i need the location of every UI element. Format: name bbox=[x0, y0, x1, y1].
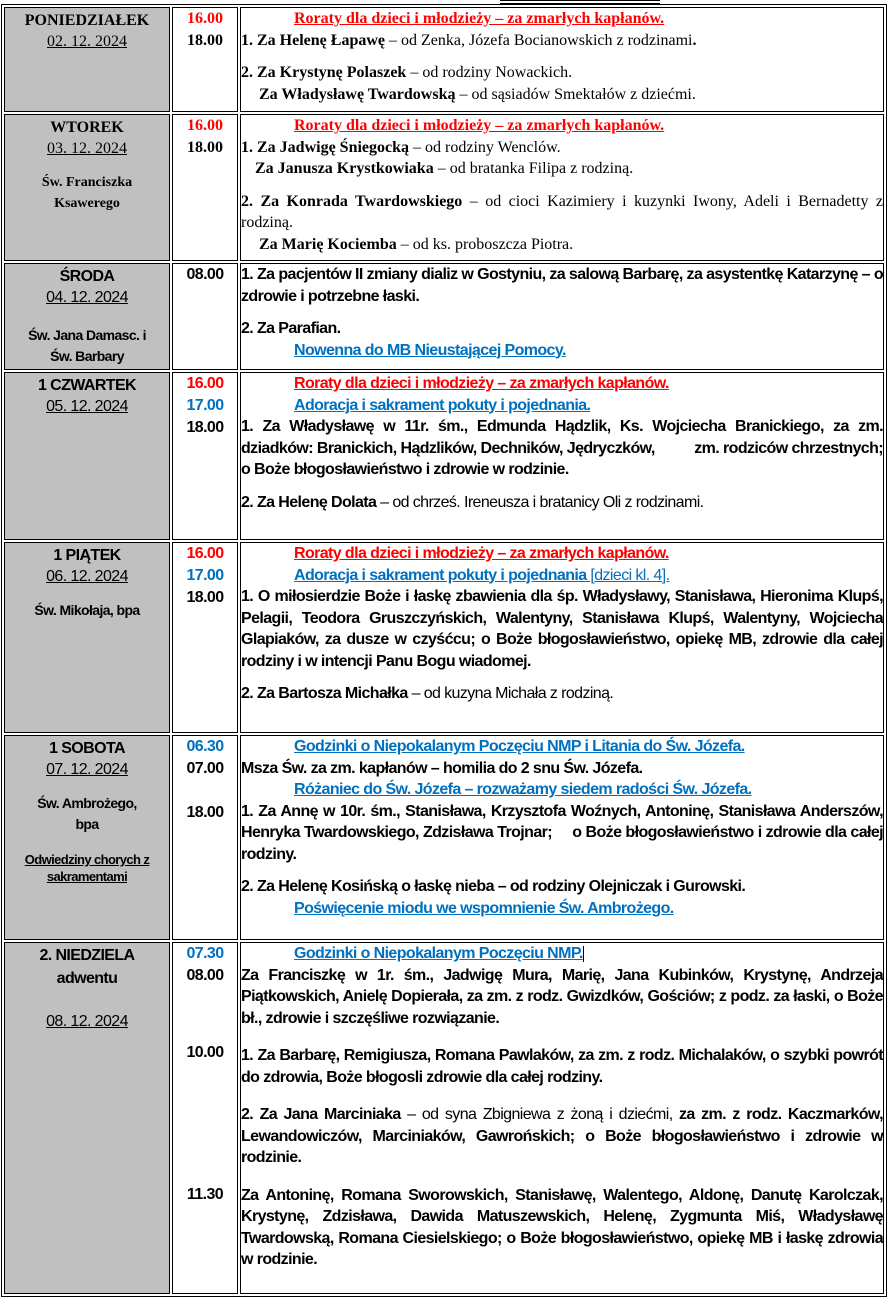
intentions-cell bbox=[240, 263, 884, 370]
day-cell bbox=[4, 735, 170, 940]
devotion-link[interactable]: Godzinki o Niepokalanym Poczęciu NMP. bbox=[294, 945, 583, 962]
time-rorate: 16.00 bbox=[187, 10, 223, 27]
time-devotion: 06.30 bbox=[186, 738, 224, 755]
day-date: 06. 12. 2024 bbox=[46, 568, 128, 585]
intentions-cell bbox=[240, 542, 884, 733]
time-mass: 08.00 bbox=[186, 967, 224, 984]
day-name: PONIEDZIAŁEK bbox=[24, 12, 150, 29]
intention: 1. O miłosierdzie Boże i łaskę zbawienia dla śp. Władysławy, Stanisława, Hieronima Klupś, Pelagii, Teodora Gruszczyńskich, Walentyny, Stanisława Klupś, Walentyny, Wojciecha Glapiaków, za dusze w czyśćcu; o Boże błogosławieństwo, opiekę MB, zdrowie dla całej rodziny i w intencji Panu Bogu wiadomej. bbox=[241, 588, 883, 670]
time-cell bbox=[172, 7, 238, 112]
day-row-saturday bbox=[4, 735, 884, 940]
time-cell bbox=[172, 542, 238, 733]
day-name: ŚRODA bbox=[59, 268, 115, 285]
day-date: 05. 12. 2024 bbox=[46, 398, 128, 415]
rorate-link[interactable]: Roraty dla dzieci i młodzieży – za zmarłych kapłanów. bbox=[294, 117, 665, 134]
time-cell bbox=[172, 942, 238, 1294]
day-name: WTOREK bbox=[50, 119, 124, 136]
time-adoration: 17.00 bbox=[186, 397, 224, 414]
time-mass: 18.00 bbox=[186, 589, 224, 606]
saint-name: Św. Mikołaja, bpa bbox=[34, 602, 140, 618]
intention: 2. Za Helenę Kosińską o łaskę nieba – od rodziny Olejniczak i Gurowski. bbox=[241, 878, 746, 895]
day-name: 1 PIĄTEK bbox=[53, 547, 121, 564]
day-cell bbox=[4, 263, 170, 370]
day-name: 1 CZWARTEK bbox=[37, 377, 136, 394]
intention: Za Antoninę, Romana Sworowskich, Stanisławę, Walentego, Aldonę, Danutę Karolczak, Krystynę, Zdzisława, Dawida Matuszewskich, Helenę, Zygmunta Miś, Władysławę Twardowską, Romana Ciesielskiego; o Boże błogosławieństwo, opiekę MB i łaskę zdrowia w rodzinie. bbox=[241, 1186, 883, 1268]
intention: 1. Za Jadwigę Śniegocką – od rodziny Wenclów. bbox=[241, 138, 561, 156]
day-row-thursday bbox=[4, 372, 884, 540]
day-cell bbox=[4, 942, 170, 1294]
day-row-wednesday bbox=[4, 263, 884, 370]
time-mass: 18.00 bbox=[186, 419, 224, 436]
devotion-link[interactable]: Różaniec do Św. Józefa – rozważamy siedem radości Św. Józefa. bbox=[294, 781, 752, 798]
time-mass: 07.00 bbox=[186, 760, 224, 777]
day-name-sub: adwentu bbox=[56, 970, 118, 987]
devotion-link[interactable]: Adoracja i sakrament pokuty i pojednania [dzieci kl. 4]. bbox=[294, 566, 670, 584]
mass-schedule-table bbox=[1, 4, 887, 1297]
devotion-link[interactable]: Godzinki o Niepokalanym Poczęciu NMP i Litania do Św. Józefa. bbox=[294, 738, 745, 755]
time-mass: 10.00 bbox=[186, 1044, 224, 1061]
sick-visits-note: Odwiedziny chorych z sakramentami bbox=[24, 852, 150, 884]
day-cell bbox=[4, 542, 170, 733]
day-row-sunday bbox=[4, 942, 884, 1294]
time-mass: 08.00 bbox=[186, 266, 224, 283]
day-date: 04. 12. 2024 bbox=[46, 289, 128, 306]
intention: Za Marię Kociemba – od ks. proboszcza Piotra. bbox=[259, 235, 574, 253]
day-cell bbox=[4, 114, 170, 261]
time-mass: 18.00 bbox=[187, 32, 223, 49]
intention: 2. Za Jana Marciniaka – od syna Zbigniewa z żoną i dziećmi, za zm. z rodz. Kaczmarków, Lewandowiczów, Marciniaków, Gawrońskich; o Boże błogosławieństwo i zdrowie w rodzinie. bbox=[241, 1106, 883, 1166]
intentions-cell bbox=[240, 114, 884, 261]
intentions-cell bbox=[240, 942, 884, 1294]
rorate-link[interactable]: Roraty dla dzieci i młodzieży – za zmarłych kapłanów. bbox=[294, 545, 669, 562]
intention: 1. Za Helenę Łapawę – od Zenka, Józefa Bocianowskich z rodzinami. bbox=[241, 31, 697, 49]
day-date: 07. 12. 2024 bbox=[46, 761, 128, 778]
intention: Za Władysławę Twardowską – od sąsiadów Smektałów z dziećmi. bbox=[259, 85, 696, 103]
devotion-note: [dzieci kl. 4]. bbox=[586, 566, 670, 584]
saint-name: Św. Ambrożego, bpa bbox=[37, 795, 137, 832]
mass-note: Msza Św. za zm. kapłanów – homilia do 2 snu Św. Józefa. bbox=[241, 759, 643, 777]
text-cursor bbox=[583, 946, 584, 962]
saint-name: Św. Jana Damasc. i Św. Barbary bbox=[28, 327, 146, 364]
devotion-link[interactable]: Nowenna do MB Nieustającej Pomocy. bbox=[294, 341, 566, 359]
day-date: 03. 12. 2024 bbox=[47, 140, 127, 157]
intention: 2. Za Konrada Twardowskiego – od cioci Kazimiery i kuzynki Iwony, Adeli i Bernadetty z rodziną. bbox=[241, 192, 883, 231]
day-row-tuesday bbox=[4, 114, 884, 261]
devotion-link[interactable]: Poświęcenie miodu we wspomnienie Św. Ambrożego. bbox=[294, 899, 674, 917]
intention: 1. Za Barbarę, Remigiusza, Romana Pawlaków, za zm. z rodz. Michalaków, o szybki powrót do zdrowia, Boże błogosli zdrowie dla całej rodziny. bbox=[241, 1047, 883, 1086]
time-adoration: 17.00 bbox=[186, 567, 224, 584]
time-cell bbox=[172, 372, 238, 540]
time-mass: 11.30 bbox=[186, 1186, 224, 1203]
intention: Za Franciszkę w 1r. śm., Jadwigę Mura, Marię, Jana Kubinków, Krystynę, Andrzeja Piątkowskich, Anielę Dopierała, za zm. z rodz. Gwizdków, Gościów; z podz. za łaski, o Boże bł., zdrowie i szczęśliwe rozwiązanie. bbox=[241, 966, 883, 1027]
time-rorate: 16.00 bbox=[186, 545, 224, 562]
day-date: 02. 12. 2024 bbox=[47, 33, 127, 50]
time-cell bbox=[172, 114, 238, 261]
time-mass: 18.00 bbox=[186, 804, 224, 821]
intentions-cell bbox=[240, 7, 884, 112]
intention: 2. Za Helenę Dolata – od chrześ. Ireneusza i bratanicy Oli z rodzinami. bbox=[241, 493, 704, 511]
time-cell bbox=[172, 263, 238, 370]
time-mass: 18.00 bbox=[187, 139, 223, 156]
day-name: 1 SOBOTA bbox=[49, 740, 125, 757]
intention: 1. Za pacjentów II zmiany dializ w Gostyniu, za salową Barbarę, za asystentkę Katarzynę – o zdrowie i potrzebne łaski. bbox=[241, 266, 883, 305]
day-row-friday bbox=[4, 542, 884, 733]
intention: 1. Za Annę w 10r. śm., Stanisława, Krzysztofa Woźnych, Antoninę, Stanisława Anderszów, Henryka Twardowskiego, Zdzisława Trojnar; o Boże błogosławieństwo i zdrowie dla całej rodziny. bbox=[241, 802, 887, 863]
intention: 2. Za Parafian. bbox=[241, 320, 341, 337]
time-cell bbox=[172, 735, 238, 940]
rorate-link[interactable]: Roraty dla dzieci i młodzieży – za zmarłych kapłanów. bbox=[294, 10, 665, 27]
day-date: 08. 12. 2024 bbox=[46, 1013, 128, 1030]
devotion-link[interactable]: Adoracja i sakrament pokuty i pojednania. bbox=[294, 396, 591, 414]
day-cell bbox=[4, 372, 170, 540]
day-name: 2. NIEDZIELA bbox=[39, 947, 135, 964]
saint-name: Św. Franciszka Ksawerego bbox=[41, 175, 133, 211]
intention: 2. Za Bartosza Michałka – od kuzyna Michała z rodziną. bbox=[241, 685, 614, 702]
rorate-link[interactable]: Roraty dla dzieci i młodzieży – za zmarłych kapłanów. bbox=[294, 375, 669, 392]
intention: 1. Za Władysławę w 11r. śm., Edmunda Hądzlik, Ks. Wojciecha Branickiego, za zm. dziadków: Branickich, Hądzlików, Dechników, Jędryczków, zm. rodziców chrzestnych; o Boże błogosławieństwo i zdrowie w rodzinie. bbox=[241, 418, 887, 478]
intention: Za Janusza Krystkowiaka – od bratanka Filipa z rodziną. bbox=[255, 160, 634, 177]
intentions-cell bbox=[240, 735, 887, 940]
time-devotion: 07.30 bbox=[186, 945, 224, 962]
time-rorate: 16.00 bbox=[187, 117, 223, 134]
day-row-monday bbox=[4, 7, 884, 112]
time-rorate: 16.00 bbox=[186, 375, 224, 392]
intention: 2. Za Krystynę Polaszek – od rodziny Nowackich. bbox=[241, 64, 573, 81]
day-cell bbox=[4, 7, 170, 112]
intentions-cell bbox=[240, 372, 887, 540]
